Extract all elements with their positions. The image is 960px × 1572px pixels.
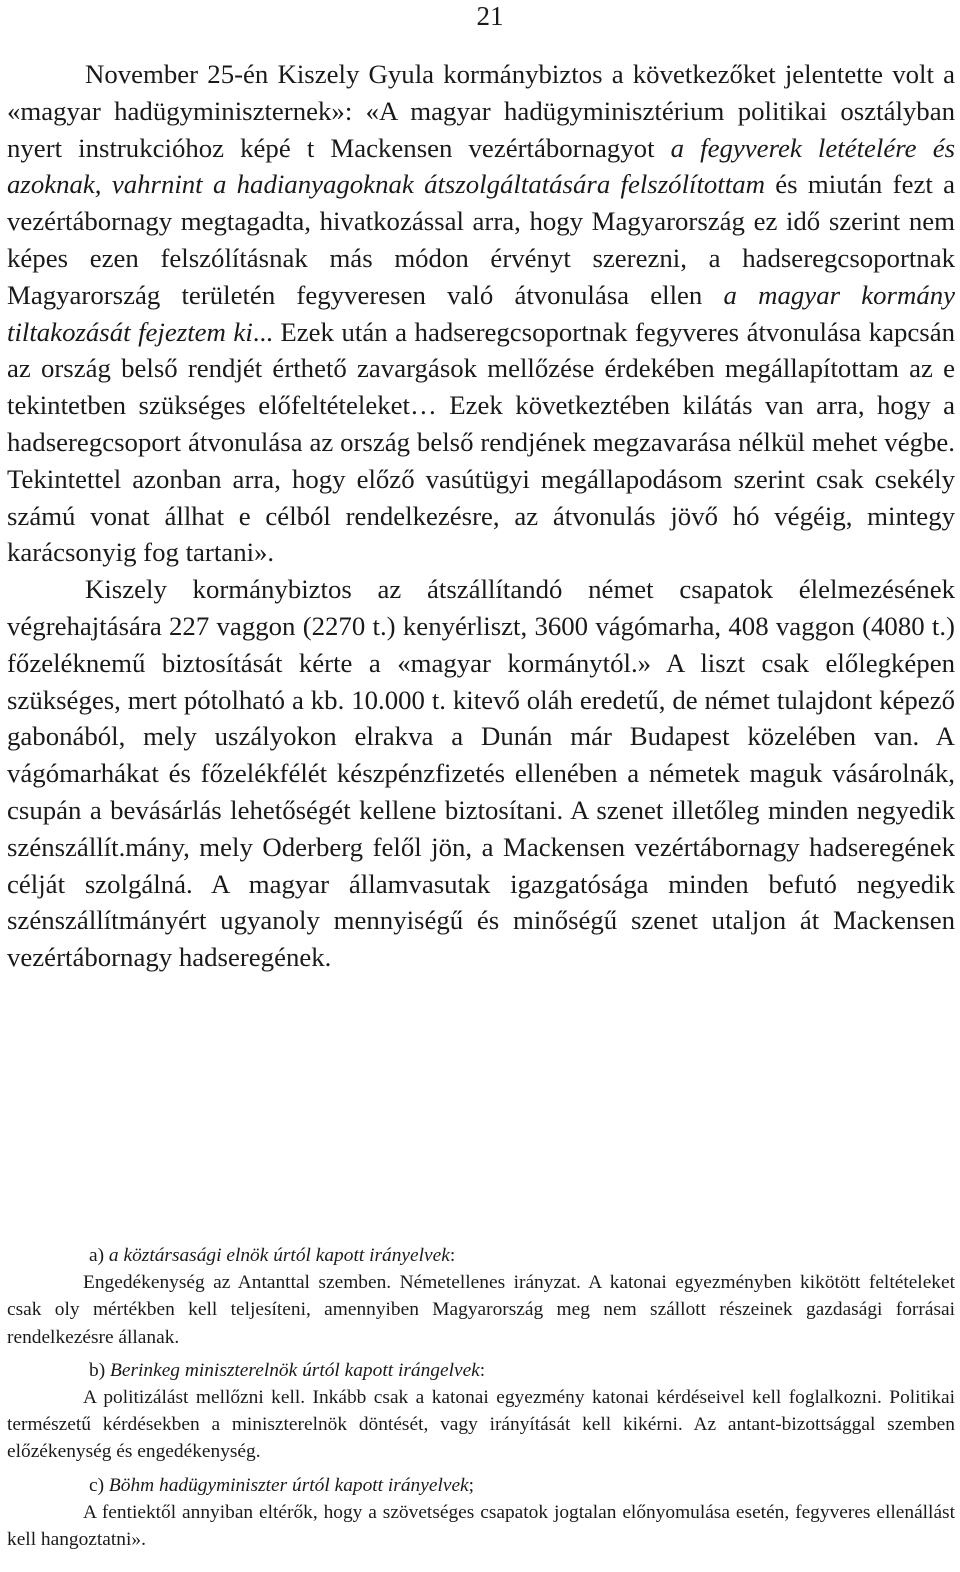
footnote-title: a köztársasági elnök úrtól kapott irányelvek [108, 1245, 450, 1266]
text-run: ... Ezek után a hadseregcsoportnak fegyveres átvonulása kapcsán az ország belső rendjét érthető zavargások mellőzése érdekében megállapítottam az e tekintetben szükséges előfeltételeket… Ezek következtében kilátás van arra, hogy a hadseregcsoport átvonulása az ország belső rendjének megzavarása nélkül mehet végbe. Tekintettel azonban arra, hogy előző vasútügyi megállapodásom szerint csak csekély számú vonat állhat e célból rendelkezésre, az átvonulás jövő hó végéig, mintegy karácsonyig fog tartani». [7, 316, 955, 568]
footnote-marker: a) [89, 1245, 109, 1266]
text-run: Kiszely kormánybiztos az átszállítandó német csapatok élelmezésének végrehajtására 227 vaggon (2270 t.) kenyérliszt, 3600 vágómarha, 408 vaggon (4080 t.) főzeléknemű biztosítását kérte a «magyar kormánytól.» A liszt csak előlegképen szükséges, mert pótolható a kb. 10.000 t. kitevő oláh eredetű, de német tulajdont képező gabonából, mely uszályokon elrakva a Dunán már Budapest közelében van. A vágómarhákat és főzelékfélét készpénzfizetés ellenében a németek maguk vásárolnák, csupán a bevásárlás lehetőségét kellene biztosítani. A szenet illetőleg minden negyedik szénszállít.mány, mely Oderberg felől jön, a Mackensen vezértábornagy hadseregének célját szolgálná. A magyar államvasutak igazgatósága minden befutó negyedik szénszállítmányért ugyanoly mennyiségű és minőségű szenet utaljon át Mackensen vezértábornagy hadseregének. [7, 574, 955, 973]
footnote-body: Engedékenység az Antanttal szemben. Németellenes irányzat. A katonai egyezményben kikötött feltételeket csak oly mértékben kell teljesíteni, amennyiben Magyarország meg nem szállott részeinek gazdasági forrásai rendelkezésre állanak. [7, 1272, 955, 1348]
footnote-punct: ; [468, 1474, 475, 1496]
paragraph [7, 56, 955, 571]
footnote-punct: : [449, 1245, 456, 1266]
footnote-title: Berinkeg miniszterelnök úrtól kapott irángelvek [110, 1359, 480, 1381]
footnote-heading [7, 1472, 955, 1499]
footnote-body: A fentiektől annyiban eltérők, hogy a szövetséges csapatok jogtalan előnyomulása esetén, fegyveres ellenállást kell hangoztatni». [7, 1501, 955, 1551]
paragraph [7, 571, 955, 976]
text-run: November 25-én Kiszely Gyula kormánybiztos a következőket jelentette volt a «magyar hadügyminiszternek»: «A magyar hadügyminisztérium politikai osztályban nyert instrukcióhoz képé t Mackensen vezértábornagyot [7, 59, 955, 163]
footnote-marker: b) [89, 1359, 111, 1381]
footnote-title: Böhm hadügyminiszter úrtól kapott irányelvek [108, 1474, 469, 1496]
footnote-body: A politizálást mellőzni kell. Inkább csak a katonai egyezmény katonai kérdéseivel kell foglalkozni. Politikai természetű kérdésekben a miniszterelnök döntését, vagy irányítását kell kikérni. Az antant-bizottsággal szemben előzékenység és engedékenység. [7, 1387, 955, 1463]
footnotes [7, 1242, 955, 1553]
footnote-heading [7, 1357, 955, 1384]
main-text [7, 56, 955, 976]
italic-run: a fegyverek letételére és azoknak, vahrnint a hadianyagoknak átszolgáltatására felszólítottam [7, 132, 956, 200]
page-number: 21 [476, 1, 504, 31]
footnote-punct: : [479, 1359, 486, 1381]
italic-run: a magyar kormány tiltakozását fejeztem ki [7, 279, 956, 347]
footnote-heading [7, 1242, 955, 1269]
footnote-marker: c) [89, 1474, 109, 1496]
text-run: és miután fezt a vezértábornagy megtagadta, hivatkozással arra, hogy Magyarország ez idő szerint nem képes ezen felszólításnak más módon érvényt szerezni, a hadseregcsoportnak Magyarország területén fegyveresen való átvonulása ellen [7, 169, 956, 310]
